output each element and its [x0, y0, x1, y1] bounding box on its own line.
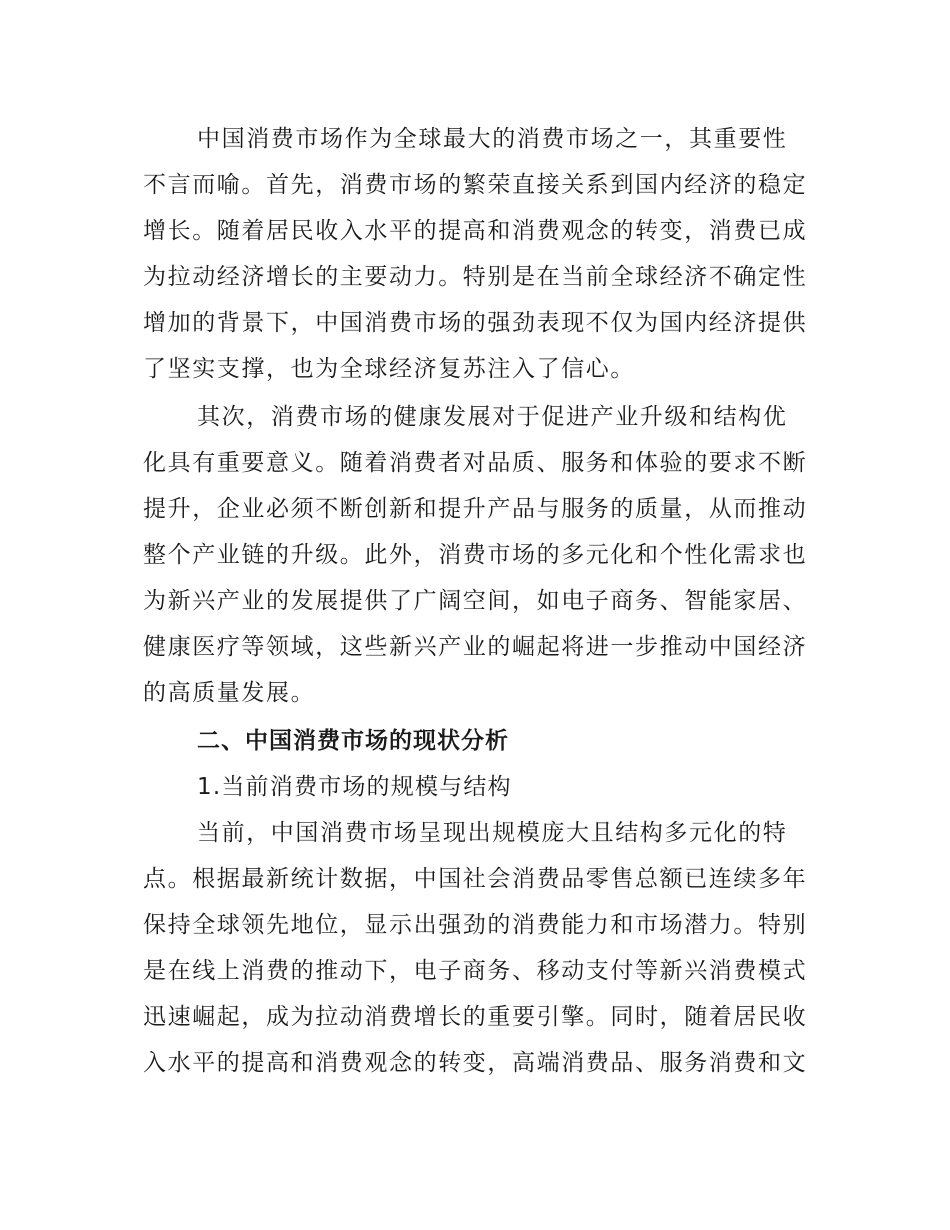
section-heading	[143, 718, 823, 764]
text-line: 其次，消费市场的健康发展对于促进产业升级和结构优	[197, 404, 788, 430]
paragraph-market-status	[143, 810, 823, 1086]
text-line: 是在线上消费的推动下，电子商务、移动支付等新兴消费模式	[143, 958, 808, 984]
text-line: 增加的背景下，中国消费市场的强劲表现不仅为国内经济提供	[143, 310, 808, 336]
text-line: 整个产业链的升级。此外，消费市场的多元化和个性化需求也	[143, 542, 808, 568]
text-line: 了坚实支撑，也为全球经济复苏注入了信心。	[143, 356, 635, 382]
text-line: 提升，企业必须不断创新和提升产品与服务的质量，从而推动	[143, 496, 808, 522]
text-line: 为拉动经济增长的主要动力。特别是在当前全球经济不确定性	[143, 264, 808, 290]
text-line: 为新兴产业的发展提供了广阔空间，如电子商务、智能家居、	[143, 588, 808, 614]
text-line: 化具有重要意义。随着消费者对品质、服务和体验的要求不断	[143, 450, 808, 476]
paragraph-importance	[143, 116, 823, 392]
text-line: 增长。随着居民收入水平的提高和消费观念的转变，消费已成	[143, 218, 808, 244]
text-line: 健康医疗等领域，这些新兴产业的崛起将进一步推动中国经济	[143, 634, 808, 660]
text-line: 中国消费市场作为全球最大的消费市场之一，其重要性	[197, 126, 788, 152]
text-line: 入水平的提高和消费观念的转变，高端消费品、服务消费和文	[143, 1050, 808, 1076]
paragraph-industry-upgrade	[143, 394, 823, 716]
text-line: 点。根据最新统计数据，中国社会消费品零售总额已连续多年	[143, 866, 808, 892]
text-line: 当前，中国消费市场呈现出规模庞大且结构多元化的特	[197, 820, 788, 846]
text-line: 的高质量发展。	[143, 680, 316, 706]
text-line: 保持全球领先地位，显示出强劲的消费能力和市场潜力。特别	[143, 912, 808, 938]
subsection-heading	[143, 764, 823, 810]
section-title: 二、中国消费市场的现状分析	[197, 728, 509, 754]
text-line: 不言而喻。首先，消费市场的繁荣直接关系到国内经济的稳定	[143, 172, 808, 198]
text-line: 迅速崛起，成为拉动消费增长的重要引擎。同时，随着居民收	[143, 1004, 808, 1030]
subsection-title: 1.当前消费市场的规模与结构	[197, 774, 512, 800]
